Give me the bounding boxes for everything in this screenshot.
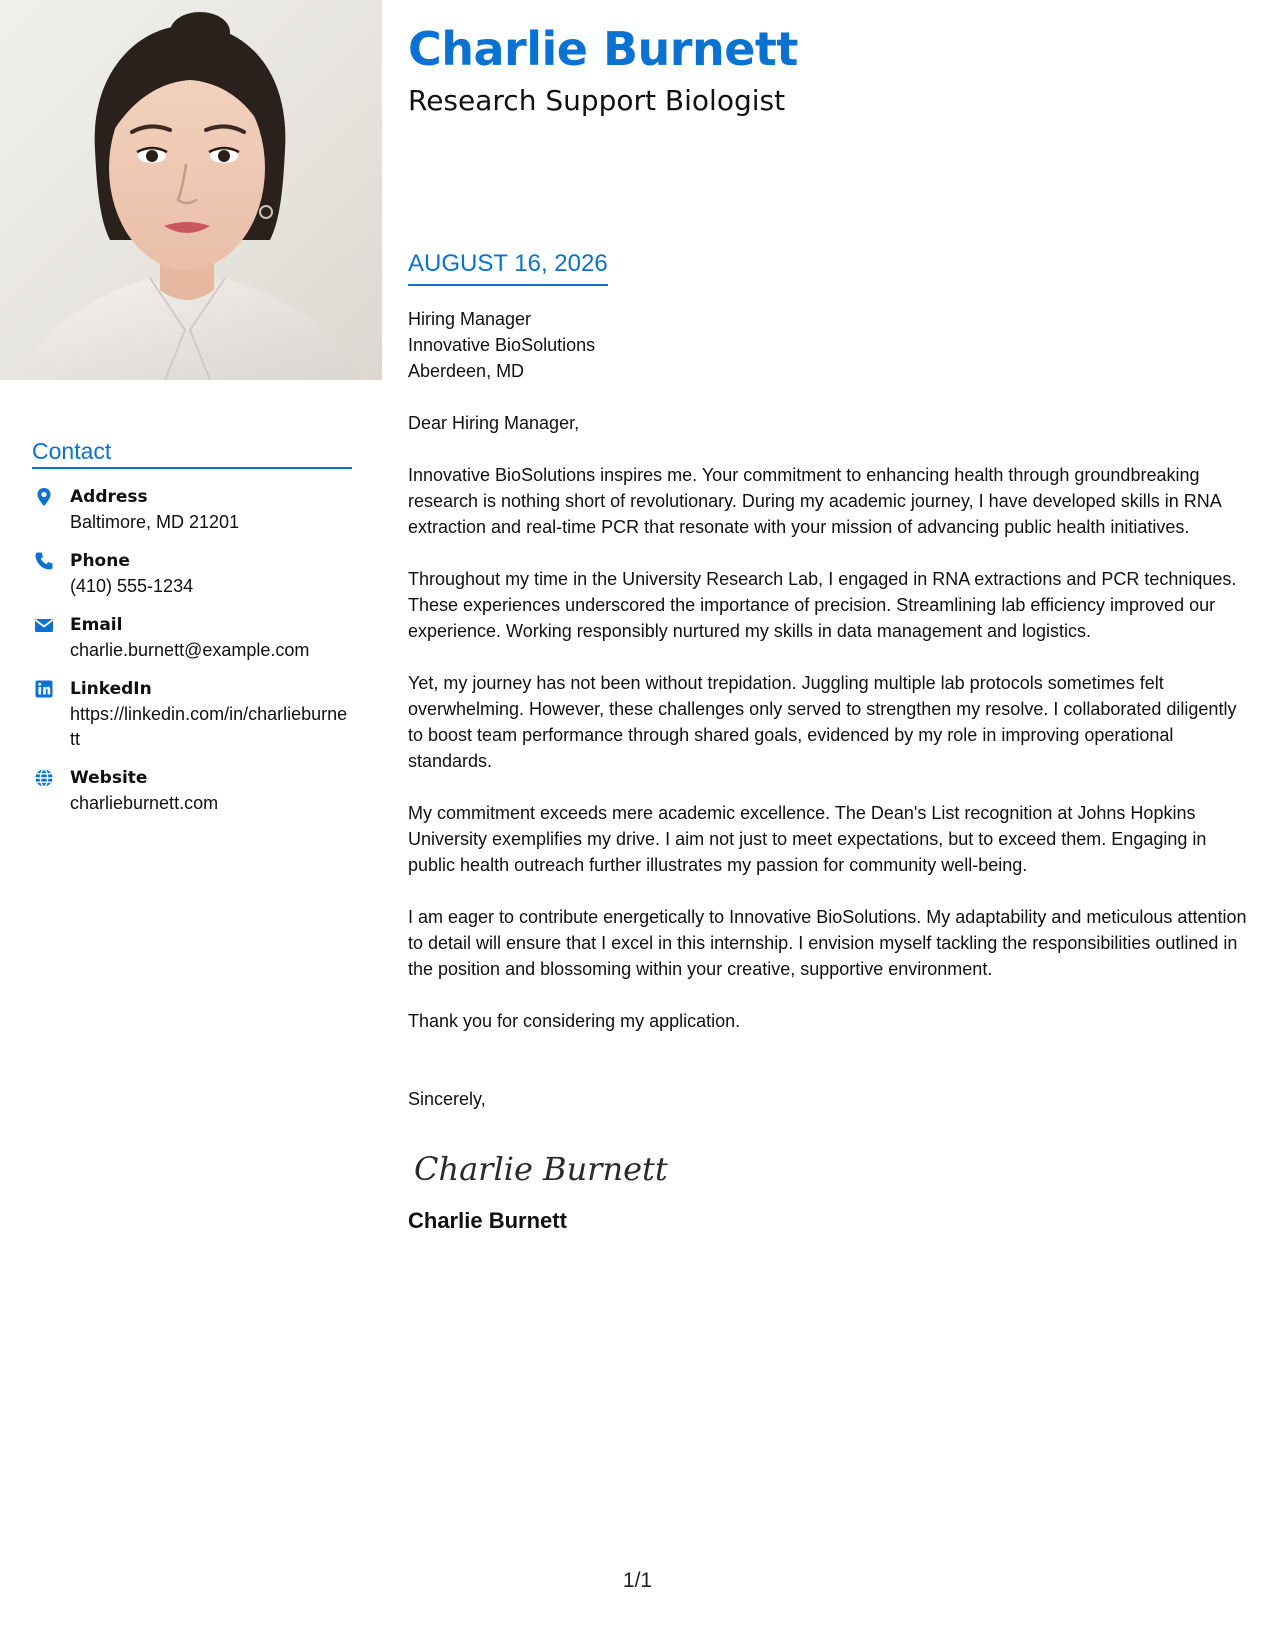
job-title: Research Support Biologist <box>408 84 786 117</box>
recipient-block <box>408 306 1253 384</box>
body-paragraph: My commitment exceeds mere academic excellence. The Dean's List recognition at Johns Hopkins University exemplifies my drive. I aim not just to meet expectations, but to exceed them. Engaging in public health outreach further illustrates my passion for community well-being. <box>408 803 1207 875</box>
contact-value[interactable]: charlieburnett.com <box>70 793 219 813</box>
linkedin-icon <box>34 679 54 699</box>
body-paragraph: Innovative BioSolutions inspires me. Your commitment to enhancing health through groundbreaking research is nothing short of revolutionary. During my academic journey, I have developed skills in RNA extraction and real-time PCR that resonate with your mission of advancing public health initiatives. <box>408 465 1221 537</box>
handwritten-signature <box>408 1140 1253 1200</box>
contact-heading: Contact <box>32 438 352 469</box>
signature-text: Charlie Burnett <box>414 1150 668 1188</box>
profile-photo <box>0 0 382 380</box>
contact-label: Email <box>70 615 123 635</box>
contact-website <box>32 766 352 816</box>
contact-email <box>32 613 352 663</box>
location-pin-icon <box>34 487 54 507</box>
contact-label: Phone <box>70 551 130 571</box>
applicant-name: Charlie Burnett <box>408 22 798 76</box>
recipient-line: Aberdeen, MD <box>408 361 525 381</box>
contact-sidebar <box>32 438 352 830</box>
contact-label: Address <box>70 487 148 507</box>
globe-icon <box>34 768 54 788</box>
letter-date: AUGUST 16, 2026 <box>408 250 608 286</box>
signature-image <box>408 1140 668 1200</box>
contact-phone <box>32 549 352 599</box>
contact-value: charlie.burnett@example.com <box>70 640 310 660</box>
contact-label: Website <box>70 768 148 788</box>
page-number: 1/1 <box>622 1569 653 1592</box>
body-paragraph: Yet, my journey has not been without trepidation. Juggling multiple lab protocols sometimes felt overwhelming. However, these challenges only served to strengthen my resolve. I collaborated diligently to boost team performance through shared goals, evidenced by my role in improving operational standards. <box>408 673 1237 771</box>
body-paragraph: Throughout my time in the University Research Lab, I engaged in RNA extractions and PCR techniques. These experiences underscored the importance of precision. Streamlining lab efficiency improved our experience. Working responsibly nurtured my skills in data management and logistics. <box>408 569 1237 641</box>
closing: Sincerely, <box>408 1089 486 1109</box>
portrait-illustration <box>0 0 382 380</box>
contact-label: LinkedIn <box>70 679 152 699</box>
contact-value[interactable]: https://linkedin.com/in/charlieburnett <box>70 704 348 749</box>
signer-name: Charlie Burnett <box>408 1208 567 1233</box>
contact-linkedin <box>32 677 352 752</box>
salutation: Dear Hiring Manager, <box>408 413 580 433</box>
body-paragraph: I am eager to contribute energetically to Innovative BioSolutions. My adaptability and meticulous attention to detail will ensure that I excel in this internship. I envision myself tackling the responsibilities outlined in the position and blossoming within your creative, supportive environment. <box>408 907 1247 979</box>
body-paragraph: Thank you for considering my application. <box>408 1011 741 1031</box>
contact-address <box>32 485 352 535</box>
contact-value: Baltimore, MD 21201 <box>70 512 240 532</box>
phone-icon <box>34 551 54 571</box>
recipient-line: Hiring Manager <box>408 309 532 329</box>
letter-body <box>408 306 1253 1234</box>
contact-value: (410) 555-1234 <box>70 576 194 596</box>
envelope-icon <box>34 615 54 635</box>
recipient-line: Innovative BioSolutions <box>408 335 596 355</box>
